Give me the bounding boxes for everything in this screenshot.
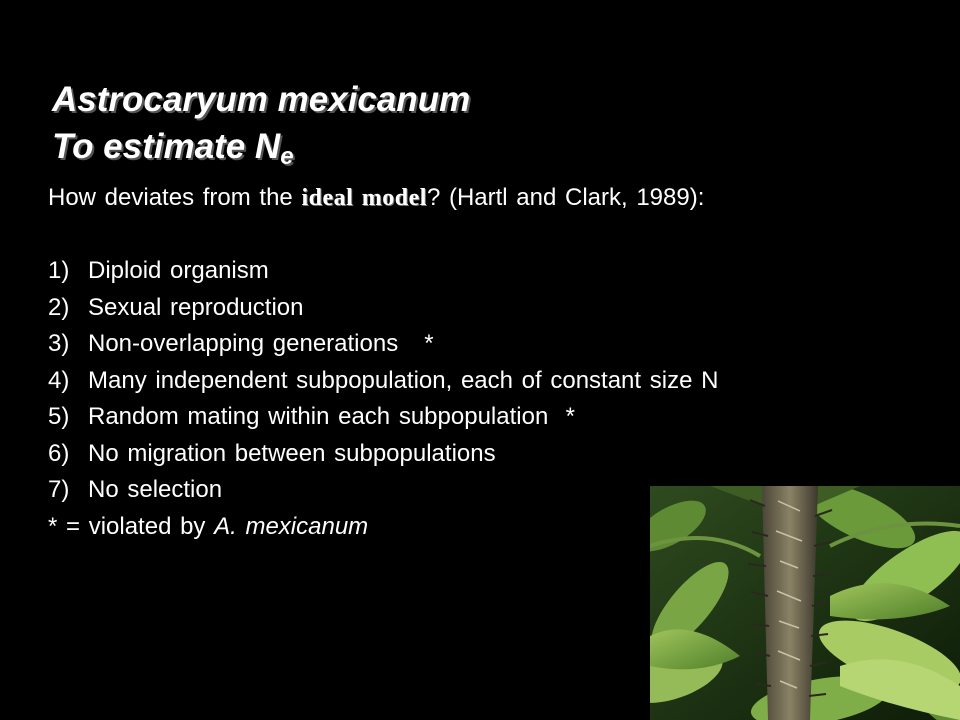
list-item <box>48 253 718 290</box>
list-item-number: 3) <box>48 330 70 357</box>
palm-photo <box>650 486 960 720</box>
intro-emphasis: ideal model <box>301 185 427 211</box>
list-item <box>48 290 718 327</box>
intro-after: ? (Hartl and Clark, 1989): <box>426 184 705 211</box>
intro-line <box>48 180 718 217</box>
footnote <box>48 509 718 546</box>
list-item <box>48 472 718 509</box>
list-item-text: Many independent subpopulation, each of constant size N <box>88 366 719 394</box>
list-item-text: Non-overlapping generations * <box>88 330 434 357</box>
spacer <box>48 217 718 254</box>
title-goal-main: To estimate N <box>52 127 281 166</box>
list-item <box>48 363 718 400</box>
slide-body <box>48 180 718 545</box>
list-item-number: 4) <box>48 366 70 394</box>
title-goal <box>52 123 470 180</box>
list-item-number: 6) <box>48 439 70 467</box>
list-item-text: Random mating within each subpopulation * <box>88 403 575 430</box>
palm-photo-image <box>650 486 960 720</box>
list-item-text: Sexual reproduction <box>88 293 304 321</box>
list-item <box>48 436 718 473</box>
list-item-number: 7) <box>48 476 70 503</box>
list-item-text: No selection <box>88 476 223 503</box>
slide-title <box>52 76 470 180</box>
title-goal-subscript: e <box>280 143 294 170</box>
title-species: Astrocaryum mexicanum <box>52 80 471 119</box>
footnote-prefix: * = violated by <box>48 512 215 540</box>
intro-before: How deviates from the <box>48 184 302 211</box>
list-item-number: 5) <box>48 403 70 430</box>
list-item <box>48 399 718 436</box>
list-item-number: 2) <box>48 293 70 321</box>
list-item <box>48 326 718 363</box>
list-item-text: Diploid organism <box>88 257 269 284</box>
list-item-text: No migration between subpopulations <box>88 439 496 467</box>
footnote-species: A. mexicanum <box>214 512 369 540</box>
list-item-number: 1) <box>48 257 70 284</box>
